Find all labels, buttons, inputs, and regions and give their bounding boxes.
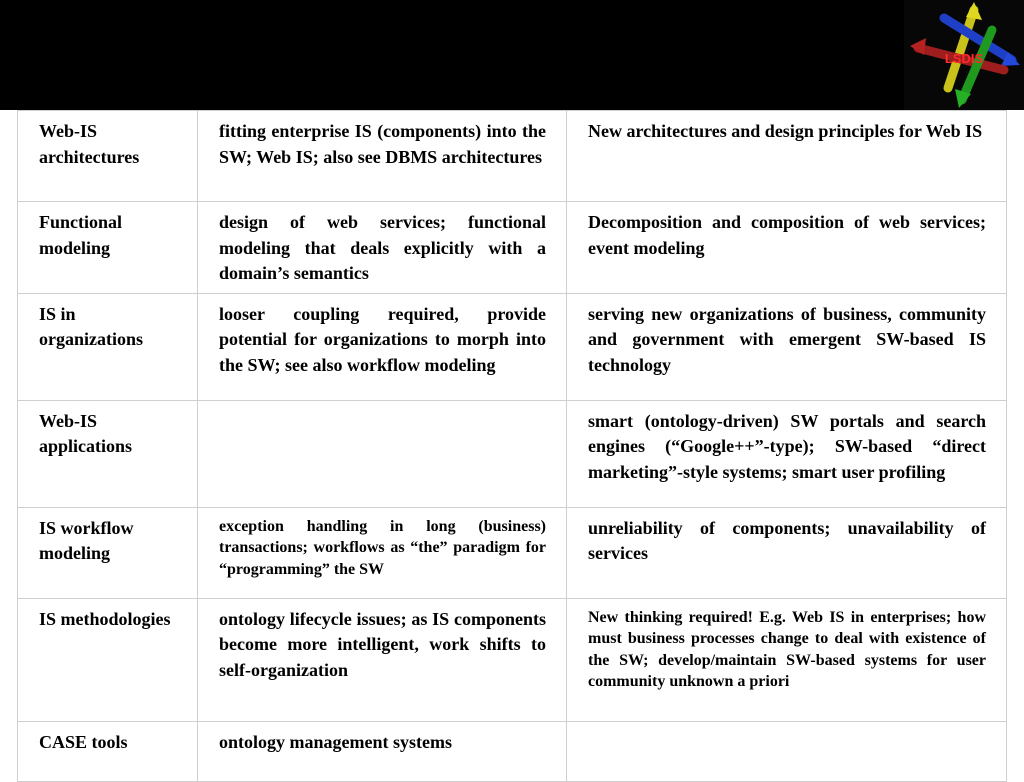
semantic-web-impact-cell: ontology management systems bbox=[198, 721, 567, 781]
title-bar bbox=[0, 0, 1024, 110]
topics-table bbox=[17, 110, 1007, 782]
table-row bbox=[18, 721, 1007, 781]
table-row bbox=[18, 202, 1007, 294]
new-directions-cell: serving new organizations of business, community and government with emergent SW-based IS technology bbox=[567, 293, 1007, 400]
topic-cell: IS methodologies bbox=[18, 598, 198, 721]
lsdis-logo-text: LSDIS bbox=[944, 51, 984, 66]
topic-cell: Functional modeling bbox=[18, 202, 198, 294]
topic-cell: Web-IS applications bbox=[18, 400, 198, 507]
semantic-web-impact-cell bbox=[198, 400, 567, 507]
new-directions-cell: New architectures and design principles for Web IS bbox=[567, 111, 1007, 202]
table-row bbox=[18, 400, 1007, 507]
new-directions-cell: New thinking required! E.g. Web IS in enterprises; how must business processes change to deal with existence of the SW; develop/maintain SW-based systems for user community unknown a priori bbox=[567, 598, 1007, 721]
new-directions-cell: Decomposition and composition of web services; event modeling bbox=[567, 202, 1007, 294]
lsdis-logo bbox=[904, 0, 1024, 110]
lsdis-logo-graphic bbox=[904, 0, 1024, 110]
table-row bbox=[18, 111, 1007, 202]
semantic-web-impact-cell: looser coupling required, provide potential for organizations to morph into the SW; see also workflow modeling bbox=[198, 293, 567, 400]
new-directions-cell: smart (ontology-driven) SW portals and search engines (“Google++”-type); SW-based “direct marketing”-style systems; smart user profiling bbox=[567, 400, 1007, 507]
semantic-web-impact-cell: fitting enterprise IS (components) into the SW; Web IS; also see DBMS architectures bbox=[198, 111, 567, 202]
topic-cell: IS in organizations bbox=[18, 293, 198, 400]
table-row bbox=[18, 293, 1007, 400]
table-row bbox=[18, 598, 1007, 721]
semantic-web-impact-cell: exception handling in long (business) transactions; workflows as “the” paradigm for “programming” the SW bbox=[198, 507, 567, 598]
semantic-web-impact-cell: design of web services; functional modeling that deals explicitly with a domain’s semantics bbox=[198, 202, 567, 294]
new-directions-cell: unreliability of components; unavailability of services bbox=[567, 507, 1007, 598]
table-row bbox=[18, 507, 1007, 598]
topic-cell: IS workflow modeling bbox=[18, 507, 198, 598]
topic-cell: Web-IS architectures bbox=[18, 111, 198, 202]
semantic-web-impact-cell: ontology lifecycle issues; as IS components become more intelligent, work shifts to self-organization bbox=[198, 598, 567, 721]
new-directions-cell bbox=[567, 721, 1007, 781]
topic-cell: CASE tools bbox=[18, 721, 198, 781]
